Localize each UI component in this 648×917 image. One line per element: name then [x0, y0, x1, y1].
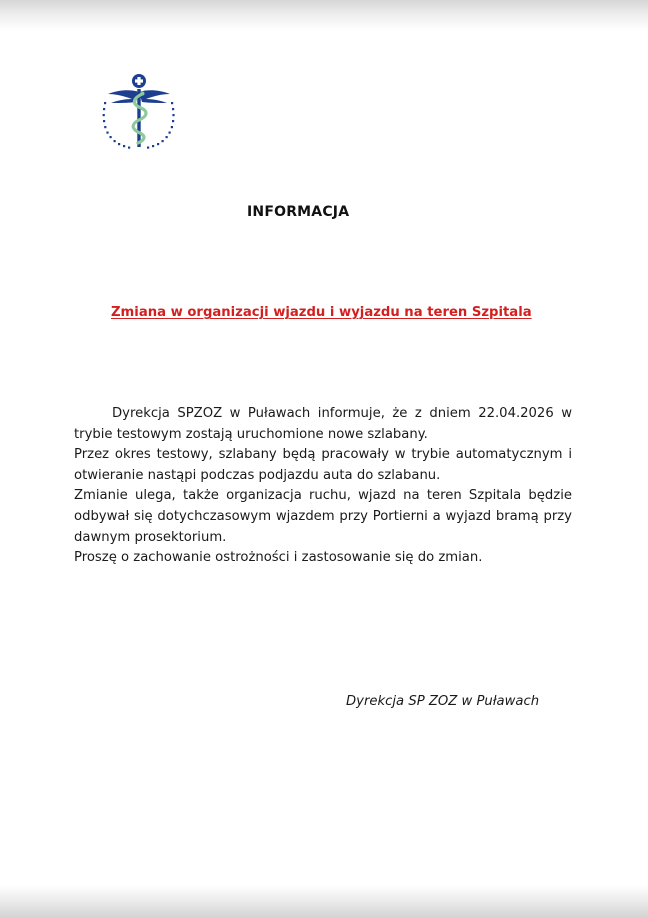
paragraph-traffic-change: Zmianie ulega, także organizacja ruchu, wjazd na teren Szpitala będzie odbywał się dotychczasowym wjazdem przy Portierni a wyjazd bramą przy dawnym prosektorium. [74, 488, 572, 545]
hospital-logo-icon [98, 72, 180, 158]
document-subtitle: Zmiana w organizacji wjazdu i wyjazdu na teren Szpitala [111, 305, 532, 320]
paragraph-announcement: Dyrekcja SPZOZ w Puławach informuje, że z dniem 22.04.2026 w trybie testowym zostają uruchomione nowe szlabany. [74, 406, 572, 442]
paragraph-closing: Proszę o zachowanie ostrożności i zastosowanie się do zmian. [74, 550, 483, 566]
document-body [74, 404, 572, 569]
signature: Dyrekcja SP ZOZ w Puławach [346, 694, 540, 709]
document-title-text: INFORMACJA [247, 204, 350, 220]
page-top-shadow [0, 0, 648, 30]
paragraph-test-period: Przez okres testowy, szlabany będą pracowały w trybie automatycznym i otwieranie nastąpi podczas podjazdu auta do szlabanu. [74, 447, 572, 483]
page-bottom-shadow [0, 885, 648, 917]
